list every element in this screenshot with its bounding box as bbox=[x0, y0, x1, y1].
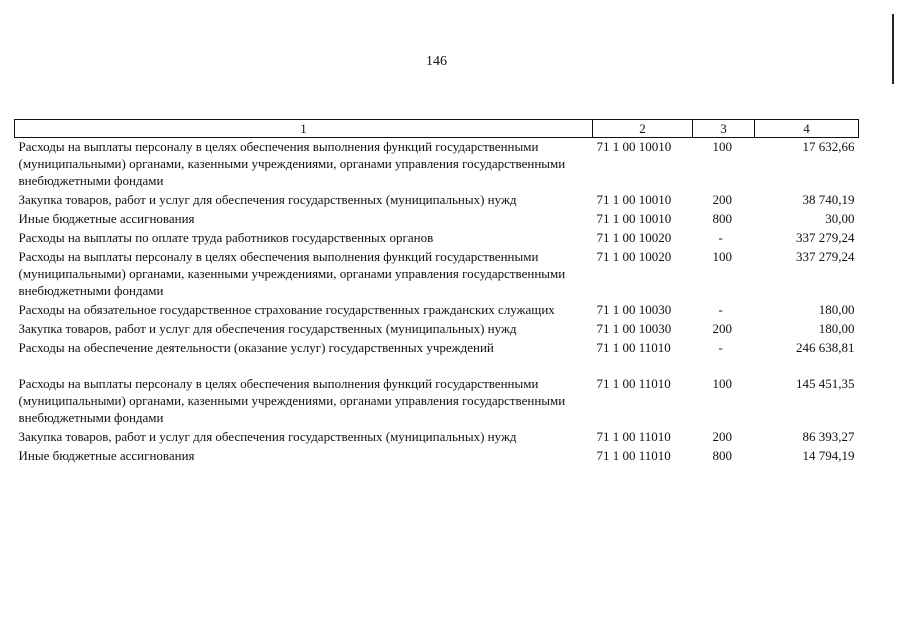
row-code: 71 1 00 11010 bbox=[596, 376, 671, 391]
row-name: Иные бюджетные ассигнования bbox=[18, 211, 195, 226]
table-row bbox=[15, 301, 859, 320]
row-code: 71 1 00 10010 bbox=[596, 211, 672, 226]
table-row bbox=[15, 428, 859, 447]
header-col-1: 1 bbox=[15, 120, 593, 138]
row-code: 71 1 00 10030 bbox=[596, 321, 672, 336]
table-row bbox=[15, 339, 859, 375]
row-name: Расходы на обязательное государственное страхование государственных гражданских служащих bbox=[18, 302, 555, 317]
row-name: Расходы на обеспечение деятельности (оказание услуг) государственных учреждений bbox=[18, 340, 494, 355]
page-number: 146 bbox=[426, 54, 447, 69]
row-code: 71 1 00 11010 bbox=[596, 448, 671, 463]
row-name: Закупка товаров, работ и услуг для обеспечения государственных (муниципальных) нужд bbox=[18, 321, 517, 336]
table-row bbox=[15, 248, 859, 301]
row-name: Расходы на выплаты по оплате труда работников государственных органов bbox=[18, 230, 434, 245]
table-row bbox=[15, 210, 859, 229]
row-sum: 180,00 bbox=[818, 321, 855, 336]
budget-table bbox=[14, 119, 859, 466]
row-sum: 30,00 bbox=[825, 211, 855, 226]
row-type: 100 bbox=[712, 376, 732, 391]
row-name: Закупка товаров, работ и услуг для обеспечения государственных (муниципальных) нужд bbox=[18, 192, 517, 207]
table-row bbox=[15, 320, 859, 339]
row-type: 200 bbox=[712, 192, 732, 207]
row-type: - bbox=[718, 340, 723, 355]
row-code: 71 1 00 10010 bbox=[596, 192, 672, 207]
row-code: 71 1 00 10010 bbox=[596, 139, 672, 154]
row-name: Закупка товаров, работ и услуг для обеспечения государственных (муниципальных) нужд bbox=[18, 429, 517, 444]
header-row bbox=[15, 120, 859, 138]
row-sum: 14 794,19 bbox=[802, 448, 855, 463]
row-sum: 86 393,27 bbox=[802, 429, 855, 444]
row-type: 100 bbox=[712, 249, 732, 264]
row-sum: 145 451,35 bbox=[796, 376, 855, 391]
row-code: 71 1 00 10020 bbox=[596, 230, 672, 245]
row-sum: 337 279,24 bbox=[796, 249, 855, 264]
table-row bbox=[15, 229, 859, 248]
table-row bbox=[15, 191, 859, 210]
row-type: - bbox=[718, 302, 723, 317]
row-name: Иные бюджетные ассигнования bbox=[18, 448, 195, 463]
table-row bbox=[15, 375, 859, 428]
row-name: Расходы на выплаты персоналу в целях обеспечения выполнения функций государственными (муниципальными) органами, казенными учреждениями, органами управления государственными внебюджетными фондами bbox=[18, 376, 566, 425]
table-header bbox=[15, 120, 859, 138]
row-code: 71 1 00 11010 bbox=[596, 340, 671, 355]
row-name: Расходы на выплаты персоналу в целях обеспечения выполнения функций государственными (муниципальными) органами, казенными учреждениями, органами управления государственными внебюджетными фондами bbox=[18, 139, 566, 188]
row-sum: 337 279,24 bbox=[796, 230, 855, 245]
scan-edge-line bbox=[892, 14, 894, 84]
row-code: 71 1 00 10030 bbox=[596, 302, 672, 317]
row-sum: 246 638,81 bbox=[796, 340, 855, 355]
row-sum: 38 740,19 bbox=[802, 192, 855, 207]
row-type: 200 bbox=[712, 429, 732, 444]
row-code: 71 1 00 10020 bbox=[596, 249, 672, 264]
row-type: 800 bbox=[712, 211, 732, 226]
table-body bbox=[15, 138, 859, 467]
table-row bbox=[15, 138, 859, 192]
header-col-4: 4 bbox=[755, 120, 859, 138]
header-col-2: 2 bbox=[593, 120, 693, 138]
row-name: Расходы на выплаты персоналу в целях обеспечения выполнения функций государственными (муниципальными) органами, казенными учреждениями, органами управления государственными внебюджетными фондами bbox=[18, 249, 566, 298]
table-row bbox=[15, 447, 859, 466]
row-sum: 17 632,66 bbox=[802, 139, 855, 154]
row-type: 800 bbox=[712, 448, 732, 463]
row-type: - bbox=[718, 230, 723, 245]
row-sum: 180,00 bbox=[818, 302, 855, 317]
row-type: 200 bbox=[712, 321, 732, 336]
row-type: 100 bbox=[712, 139, 732, 154]
header-col-3: 3 bbox=[693, 120, 755, 138]
row-code: 71 1 00 11010 bbox=[596, 429, 671, 444]
